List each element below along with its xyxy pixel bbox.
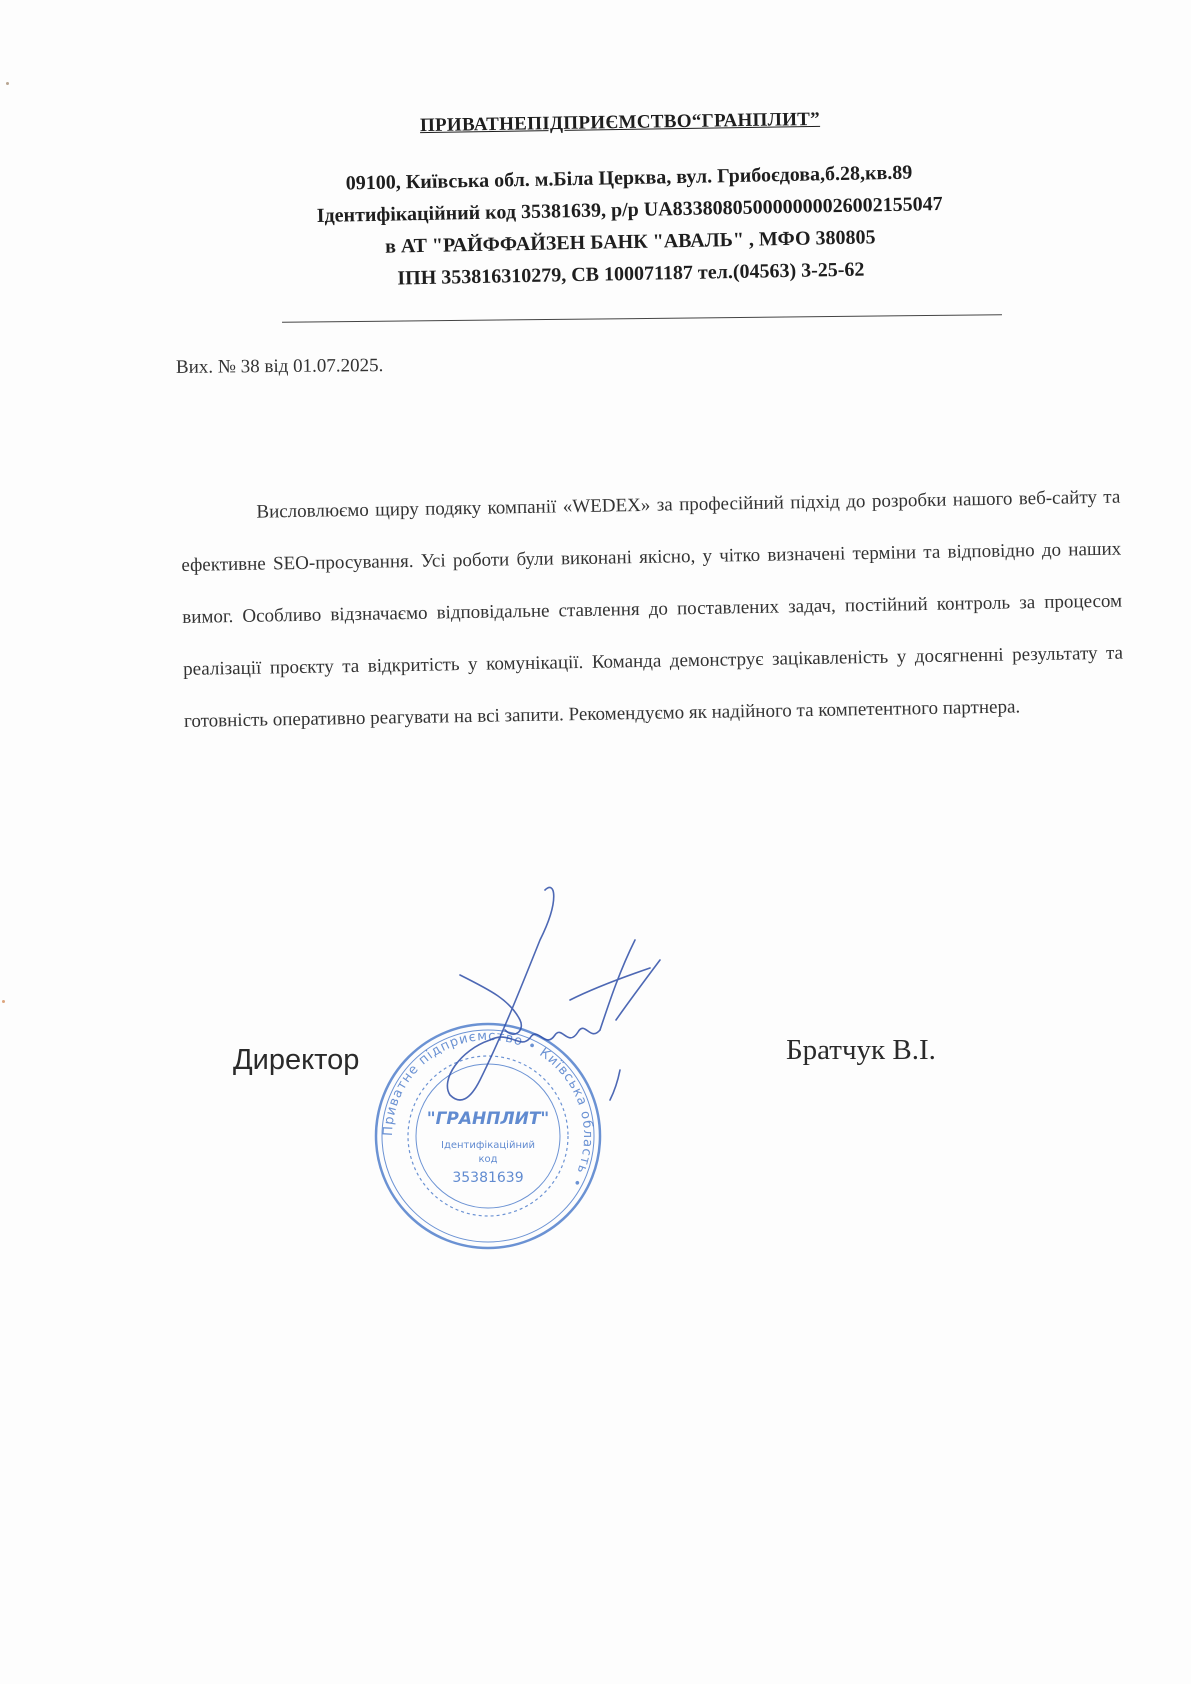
stamp-center-label: Ідентифікаційний: [441, 1140, 535, 1151]
scan-artifact: [6, 82, 9, 85]
stamp-center-label-2: код: [478, 1154, 498, 1165]
tax-info-line: ІПН 353816310279, СВ 100071187 тел.(04563) 3-25-62: [397, 258, 865, 290]
bank-name-line: в АТ "РАЙФФАЙЗЕН БАНК "АВАЛЬ" , МФО 380805: [384, 226, 876, 258]
bank-account-line: Ідентифікаційний код 35381639, р/р UA833808050000000026002155047: [316, 192, 943, 228]
stamp-center-code: 35381639: [452, 1170, 524, 1186]
header-divider: [282, 314, 1002, 323]
stamp-outer-text: Приватне підприємство • Київська область •: [380, 1028, 596, 1190]
outgoing-number: Вих. № 38 від 01.07.2025.: [175, 355, 384, 378]
signer-name: Братчук В.І.: [786, 1034, 936, 1066]
scan-artifact: [2, 1000, 5, 1003]
address-line: 09100, Київська обл. м.Біла Церква, вул. Грибоєдова,б.28,кв.89: [345, 161, 913, 195]
company-name: ПРИВАТНЕПІДПРИЄМСТВО“ГРАНПЛИТ”: [419, 108, 821, 137]
handwritten-signature: [420, 880, 680, 1110]
company-requisites: [239, 155, 1021, 298]
signer-position: Директор: [233, 1044, 360, 1076]
stamp-center-name: "ГРАНПЛИТ": [426, 1109, 550, 1129]
letter-body: Висловлюємо щиру подяку компанії «WEDEX» за професійний підхід до розробки нашого веб-сайту та ефективне SEO-просування. Усі роботи були виконані якісно, у чітко визначені терміни та відповідно до наших вимог. Особливо відзначаємо відповідальне ставлення до поставлених задач, постійний контроль за процесом реалізації проєкту та відкритість у комунікації. Команда демонструє зацікавленість у досягненні результату та готовність оперативно реагувати на всі запити. Рекомендуємо як надійного та компетентного партнера.: [181, 486, 1124, 732]
